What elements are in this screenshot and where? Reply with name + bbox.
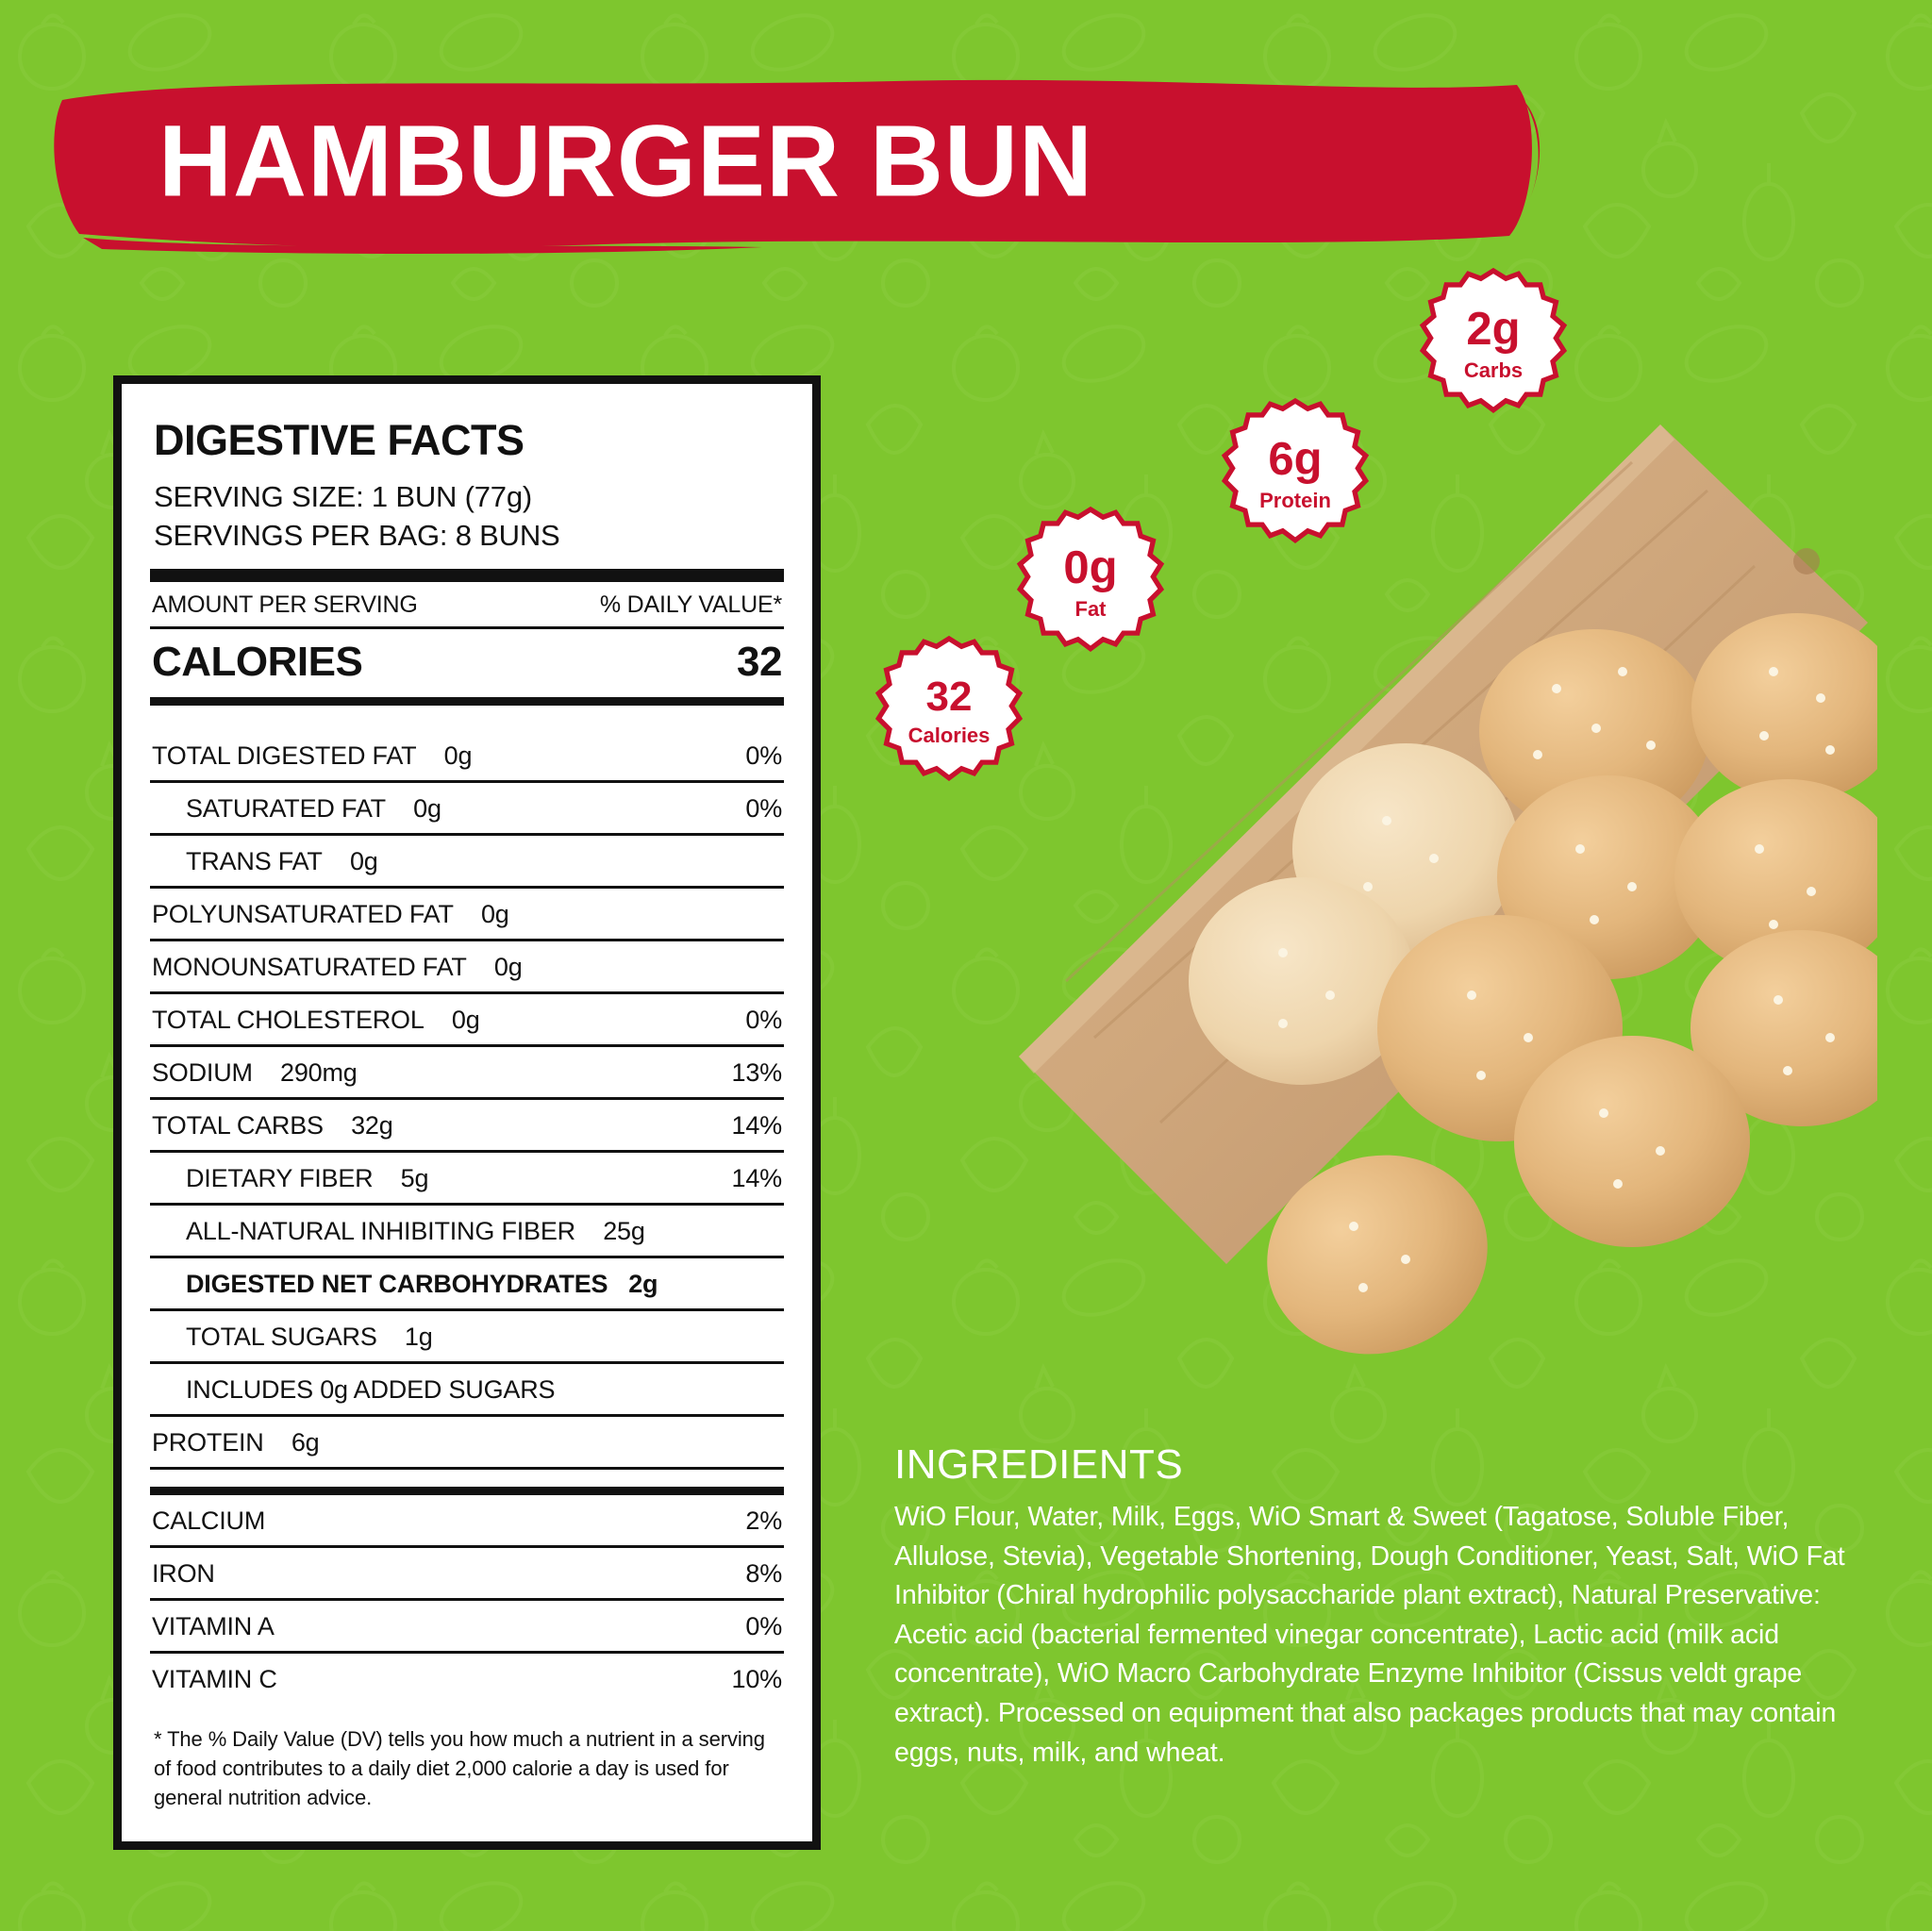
row-label: DIETARY FIBER 5g <box>186 1163 429 1192</box>
calories-label: CALORIES <box>152 638 363 685</box>
calories-value: 32 <box>737 638 782 685</box>
divider-medium <box>150 1487 784 1495</box>
row-label: SODIUM 290mg <box>152 1057 358 1087</box>
table-row <box>150 1258 784 1311</box>
daily-value-label: % DAILY VALUE* <box>599 591 782 618</box>
row-label: DIGESTED NET CARBOHYDRATES 2g <box>186 1269 658 1298</box>
row-label: POLYUNSATURATED FAT 0g <box>152 899 509 928</box>
row-dv: 0% <box>745 741 782 770</box>
table-row <box>150 1100 784 1153</box>
row-dv: 14% <box>731 1110 782 1140</box>
serving-size: SERVING SIZE: 1 BUN (77g) <box>154 480 532 513</box>
row-label: CALCIUM <box>152 1506 266 1535</box>
table-row <box>150 1311 784 1364</box>
row-dv: 2% <box>745 1506 782 1535</box>
table-row <box>150 730 784 783</box>
row-dv: 14% <box>731 1163 782 1192</box>
row-label: VITAMIN C <box>152 1664 277 1693</box>
badge-label: Protein <box>1259 488 1331 512</box>
row-label: TOTAL DIGESTED FAT 0g <box>152 741 473 770</box>
row-label: PROTEIN 6g <box>152 1427 320 1457</box>
row-label: INCLUDES 0g ADDED SUGARS <box>186 1374 556 1404</box>
badge-value: 6g <box>1268 433 1323 485</box>
row-label: TOTAL SUGARS 1g <box>186 1322 433 1351</box>
badge-value: 32 <box>925 674 973 720</box>
title-banner <box>45 66 1555 255</box>
spacer <box>150 1470 784 1487</box>
page-title: HAMBURGER BUN <box>158 103 1093 218</box>
calories-row <box>150 629 784 697</box>
table-row <box>150 1047 784 1100</box>
badge-label: Calories <box>908 724 991 747</box>
table-row <box>150 1495 784 1548</box>
table-row <box>150 1153 784 1206</box>
table-row <box>150 941 784 994</box>
badge-label: Carbs <box>1463 358 1524 382</box>
nutrition-facts-panel <box>113 375 821 1850</box>
badge-value: 0g <box>1063 541 1118 593</box>
divider-medium <box>150 697 784 706</box>
bun-group <box>1189 613 1877 1382</box>
divider-thick <box>150 569 784 582</box>
table-row <box>150 1206 784 1258</box>
spacer <box>150 706 784 730</box>
row-label: VITAMIN A <box>152 1611 275 1640</box>
row-label: IRON <box>152 1558 215 1588</box>
ingredients-body: WiO Flour, Water, Milk, Eggs, WiO Smart & Sweet (Tagatose, Soluble Fiber, Allulose, Stevia), Vegetable Shortening, Dough Conditioner, Yeast, Salt, WiO Fat Inhibitor (Chiral hydrophilic polysaccharide plant extract), Natural Preservative: Acetic acid (bacterial fermented vinegar concentrate), Lactic acid (milk acid concentrate), WiO Macro Carbohydrate Enzyme Inhibitor (Cissus veldt grape extract). Processed on equipment that also packages products that may contain eggs, nuts, milk, and wheat. <box>894 1502 1845 1768</box>
table-row <box>150 1417 784 1470</box>
product-photo-buns-on-board <box>877 377 1877 1415</box>
servings-per-bag: SERVINGS PER BAG: 8 BUNS <box>154 518 560 552</box>
row-label: TRANS FAT 0g <box>186 846 378 875</box>
row-dv: 0% <box>745 793 782 823</box>
ingredients-title: INGREDIENTS <box>894 1441 1184 1488</box>
row-dv: 13% <box>731 1057 782 1087</box>
badge-label: Fat <box>1074 596 1107 621</box>
row-dv: 10% <box>731 1664 782 1693</box>
table-row <box>150 994 784 1047</box>
ingredients-section <box>894 1441 1847 1773</box>
table-row <box>150 889 784 941</box>
badge-value: 2g <box>1466 303 1521 355</box>
table-row <box>150 1601 784 1654</box>
amount-per-serving-header <box>150 582 784 626</box>
row-label: ALL-NATURAL INHIBITING FIBER 25g <box>186 1216 645 1245</box>
row-dv: 0% <box>745 1005 782 1034</box>
amount-per-serving-label: AMOUNT PER SERVING <box>152 591 418 618</box>
table-row <box>150 1548 784 1601</box>
daily-value-footnote: * The % Daily Value (DV) tells you how much a nutrient in a serving of food contributes to a daily diet 2,000 calorie a day is used for general nutrition advice. <box>154 1726 765 1810</box>
table-row <box>150 783 784 836</box>
row-label: MONOUNSATURATED FAT 0g <box>152 952 523 981</box>
panel-title: DIGESTIVE FACTS <box>154 416 525 464</box>
row-label: TOTAL CHOLESTEROL 0g <box>152 1005 480 1034</box>
table-row <box>150 1364 784 1417</box>
row-dv: 8% <box>745 1558 782 1588</box>
table-row <box>150 1654 784 1704</box>
row-label: TOTAL CARBS 32g <box>152 1110 393 1140</box>
table-row <box>150 836 784 889</box>
row-dv: 0% <box>745 1611 782 1640</box>
row-label: SATURATED FAT 0g <box>186 793 441 823</box>
